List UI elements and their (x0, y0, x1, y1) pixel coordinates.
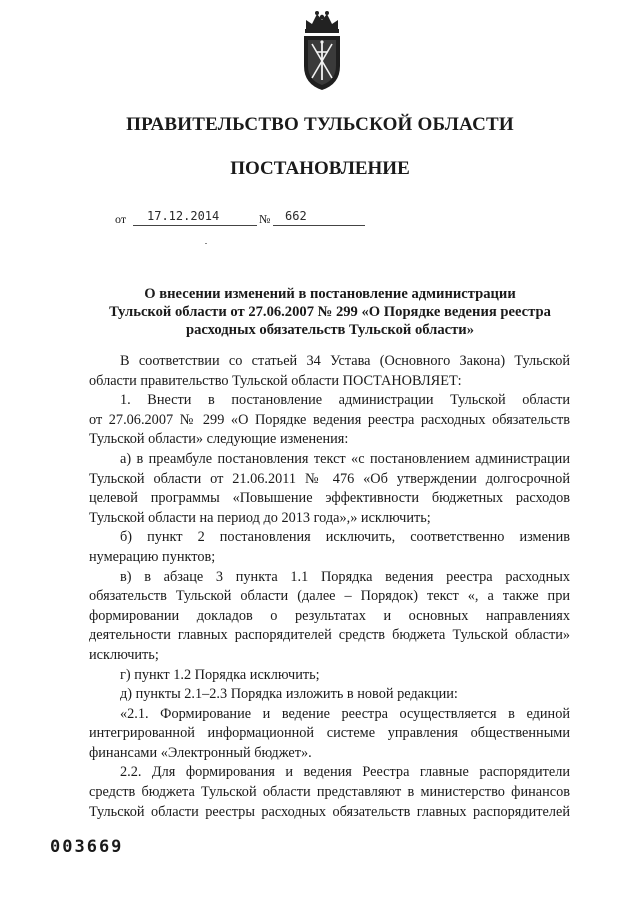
date-from-label: от (115, 212, 127, 226)
body-line: В соответствии со статьей 34 Устава (Основного Закона) Тульской (120, 353, 570, 369)
document-heading (90, 285, 570, 339)
body-line: средств бюджета Тульской области представляют в министерство финансов (89, 784, 570, 801)
scan-speck (205, 243, 207, 244)
body-line: области правительство Тульской области ПОСТАНОВЛЯЕТ: (89, 372, 462, 389)
body-line: Тульской области» следующие изменения: (89, 431, 349, 448)
body-line: Тульской области реестры расходных обязательств главных распорядителей (89, 803, 570, 820)
tula-coat-of-arms-icon (300, 8, 344, 92)
body-line: исключить; (89, 646, 159, 663)
heading-line: расходных обязательств Тульской области» (185, 322, 475, 338)
body-line: финансами «Электронный бюджет». (89, 744, 312, 761)
body-line: г) пункт 1.2 Порядка исключить; (120, 666, 320, 683)
body-line: Тульской области на период до 2013 года»,» исключить; (89, 509, 431, 526)
body-line: б) пункт 2 постановления исключить, соответственно изменив (120, 529, 570, 546)
date-number-line (115, 203, 375, 229)
body-line: нумерацию пунктов; (89, 548, 216, 565)
document-type: ПОСТАНОВЛЕНИЕ (230, 158, 410, 179)
body-line: интегрированной информационной системе управления общественными (89, 725, 570, 742)
heading-line: Тульской области от 27.06.2007 № 299 «О Порядке ведения реестра (109, 304, 551, 320)
number-label: № (259, 212, 271, 226)
number-underline (273, 225, 365, 226)
government-name: ПРАВИТЕЛЬСТВО ТУЛЬСКОЙ ОБЛАСТИ (126, 114, 514, 135)
document-body (89, 352, 570, 822)
body-line: д) пункты 2.1–2.3 Порядка изложить в новой редакции: (120, 686, 458, 703)
heading-line: О внесении изменений в постановление администрации (144, 286, 516, 302)
body-line: а) в преамбуле постановления текст «с постановлением администрации (120, 450, 570, 467)
body-line: «2.1. Формирование и ведение реестра осуществляется в единой (120, 705, 570, 722)
body-line: 1. Внести в постановление администрации Тульской области (120, 392, 570, 409)
body-line: в) в абзаце 3 пункта 1.1 Порядка ведения реестра расходных (120, 568, 570, 585)
body-line: Тульской области от 21.06.2011 № 476 «Об утверждении долгосрочной (89, 470, 570, 487)
date-underline (133, 225, 257, 226)
page-serial-number: 003669 (50, 837, 124, 857)
body-line: формировании докладов о результатах и основных направлениях (89, 607, 570, 624)
body-line: деятельности главных распорядителей средств бюджета Тульской области» (89, 627, 570, 644)
document-number: 662 (285, 209, 307, 223)
document-date: 17.12.2014 (147, 209, 220, 223)
body-line: целевой программы «Повышение эффективности бюджетных расходов (89, 490, 570, 507)
body-line: от 27.06.2007 № 299 «О Порядке ведения реестра расходных обязательств (89, 411, 570, 428)
body-line: 2.2. Для формирования и ведения Реестра главные распорядители (120, 764, 570, 781)
body-line: обязательств Тульской области (далее – Порядок) текст «, а также при (89, 588, 570, 605)
